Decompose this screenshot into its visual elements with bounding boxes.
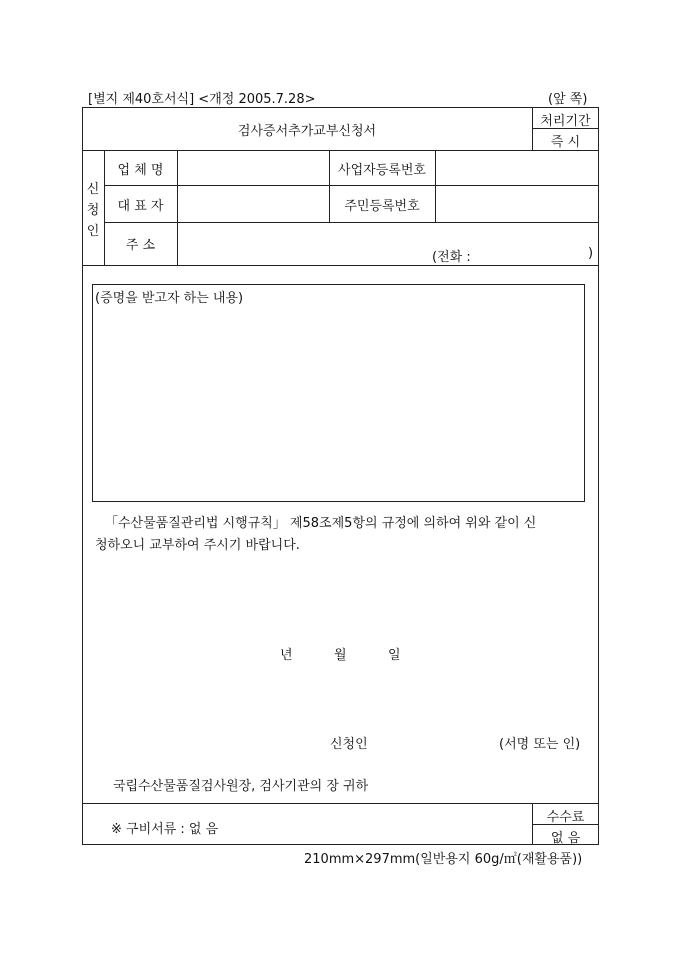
- certificate-content-box[interactable]: [92, 284, 585, 502]
- required-documents: ※ 구비서류 : 없 음: [111, 822, 219, 837]
- certificate-content-label: (증명을 받고자 하는 내용): [95, 291, 244, 306]
- addressee: 국립수산물품질검사원장, 검사기관의 장 귀하: [113, 779, 369, 794]
- phone-close-paren: ): [588, 246, 594, 261]
- divider-row2: [104, 222, 599, 223]
- request-text-line-1: 「수산물품질관리법 시행규칙」 제58조제5항의 규정에 의하여 위와 같이 신: [105, 516, 537, 531]
- resident-reg-number-label: 주민등록번호: [344, 199, 420, 214]
- date-year: 년: [280, 648, 293, 663]
- applicant-group-char-1: 신: [86, 182, 100, 197]
- phone-label: (전화 :: [432, 250, 471, 265]
- date-month: 월: [334, 648, 347, 663]
- divider-bottom: [82, 803, 599, 804]
- form-reference: [별지 제40호서식] <개정 2005.7.28>: [88, 92, 316, 107]
- paper-spec: 210mm×297mm(일반용지 60g/㎡(재활용품)): [304, 852, 583, 867]
- processing-period-label: 처리기간: [540, 114, 591, 129]
- processing-period-value: 즉 시: [550, 135, 581, 150]
- fee-value: 없 음: [550, 831, 581, 846]
- request-text-line-2: 청하오니 교부하여 주시기 바랍니다.: [95, 538, 300, 553]
- applicant-signature-label: 신청인: [330, 737, 368, 752]
- signature-note: (서명 또는 인): [499, 737, 581, 752]
- representative-label: 대 표 자: [117, 199, 164, 214]
- form-title: 검사증서추가교부신청서: [237, 124, 377, 139]
- applicant-group-char-2: 청: [86, 203, 100, 218]
- divider-title: [82, 150, 599, 151]
- address-label: 주 소: [125, 238, 156, 253]
- company-name-label: 업 체 명: [117, 163, 164, 178]
- applicant-group-char-3: 인: [86, 224, 100, 239]
- divider-row1: [104, 185, 599, 186]
- divider-applicant-end: [82, 265, 599, 266]
- divider-label-col: [177, 150, 178, 265]
- page-side-label: (앞 쪽): [548, 92, 588, 107]
- fee-label: 수수료: [546, 810, 585, 825]
- business-reg-number-label: 사업자등록번호: [338, 163, 426, 178]
- divider-mid-label-col: [435, 150, 436, 222]
- date-day: 일: [388, 648, 401, 663]
